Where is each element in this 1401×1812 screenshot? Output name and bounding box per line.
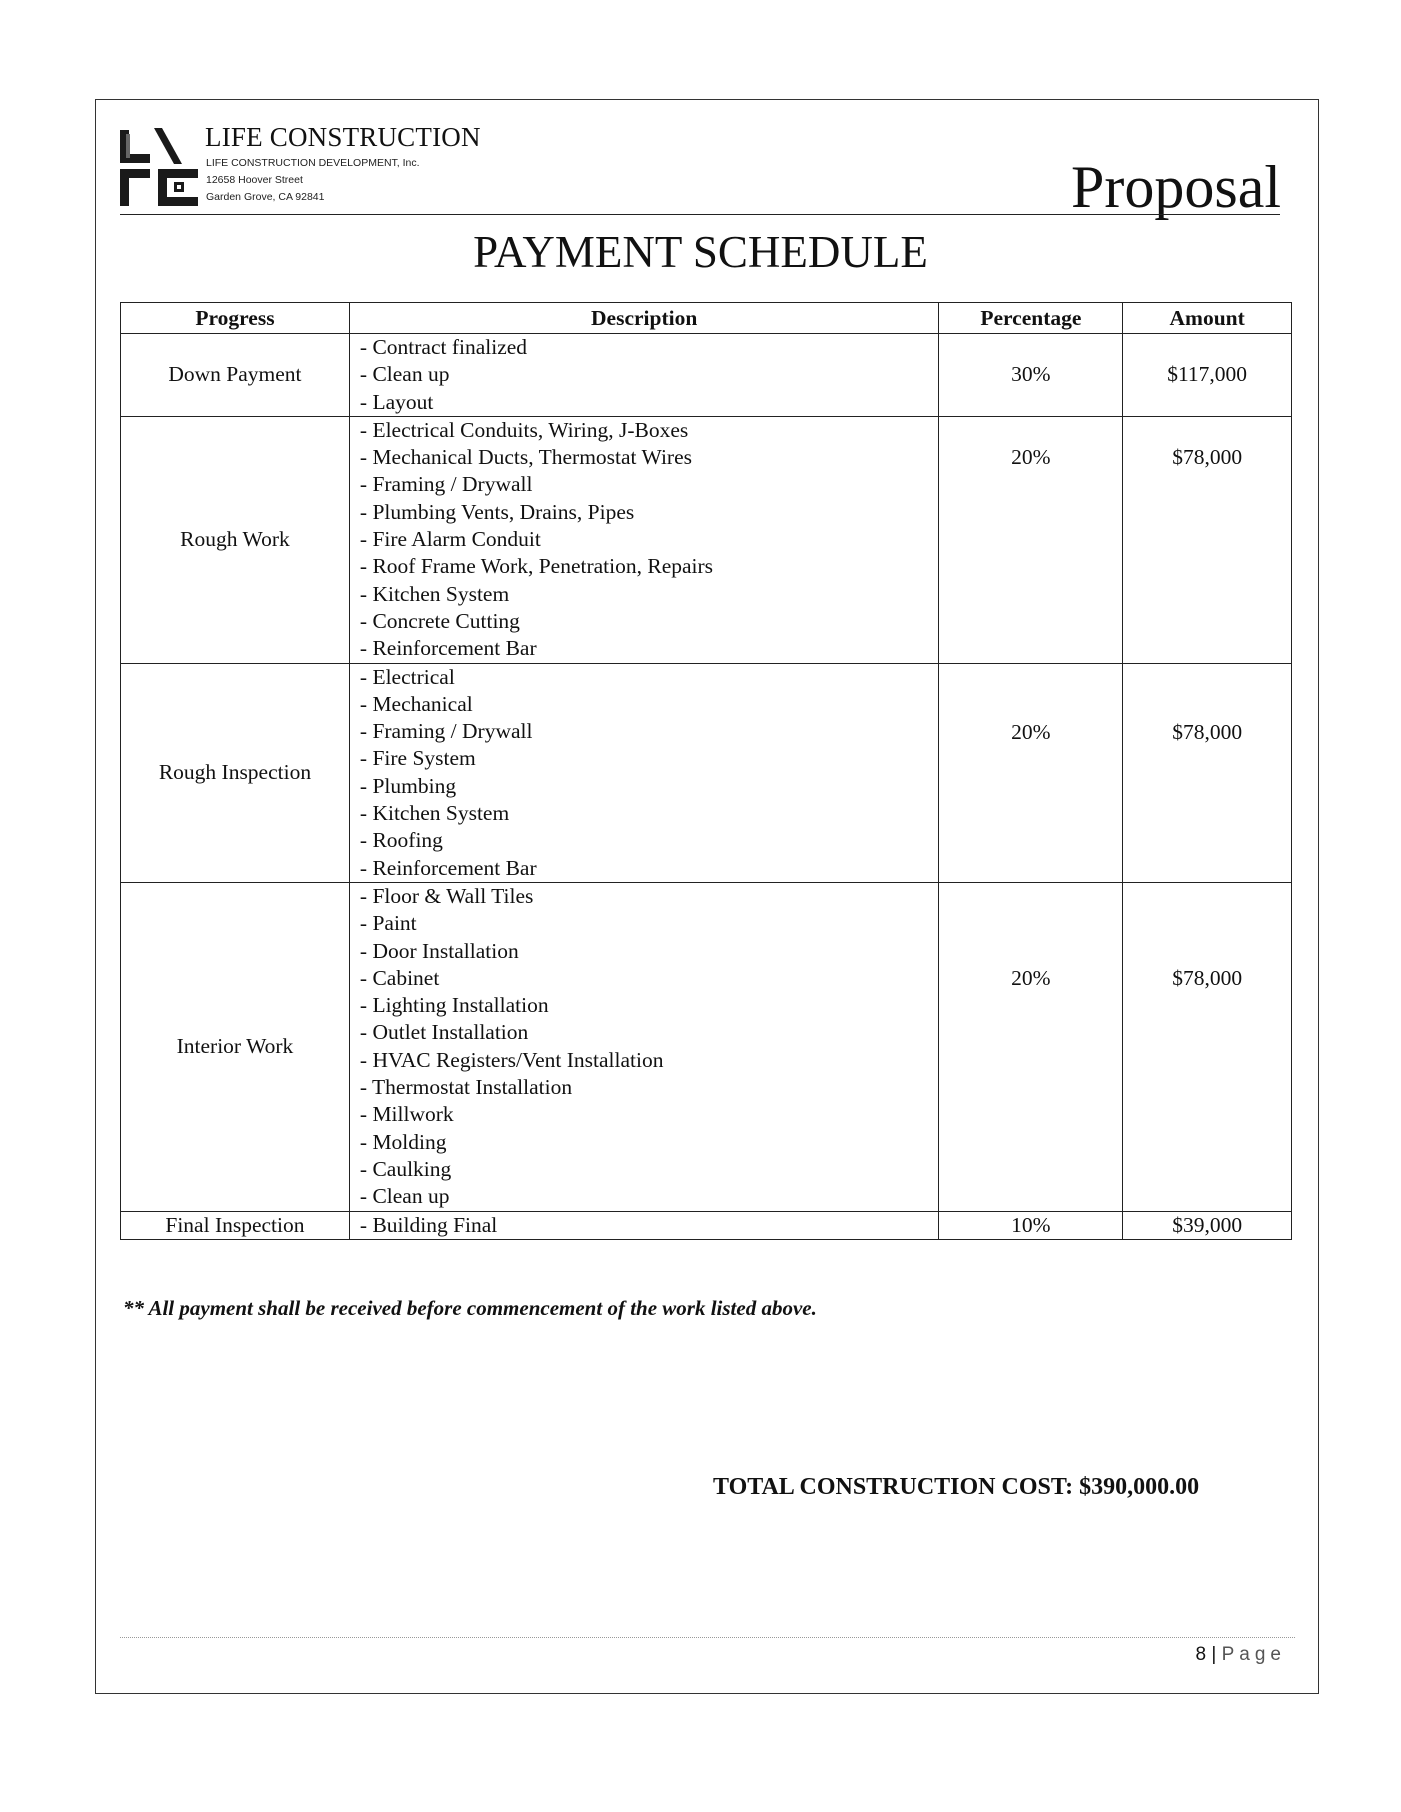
description-item: - Building Final bbox=[359, 1212, 498, 1237]
description-cell bbox=[349, 1211, 939, 1239]
header-progress: Progress bbox=[121, 303, 350, 334]
description-cell bbox=[349, 882, 939, 1211]
page-number-value: 8 bbox=[1195, 1644, 1207, 1665]
description-item: - Mechanical bbox=[359, 691, 473, 716]
table-row bbox=[121, 1211, 1292, 1239]
description-item: - Concrete Cutting bbox=[359, 608, 520, 633]
description-item: - Paint bbox=[359, 911, 417, 936]
description-item: - Fire Alarm Conduit bbox=[359, 527, 541, 552]
page-label: Page bbox=[1221, 1644, 1286, 1665]
header-description: Description bbox=[349, 303, 939, 334]
percentage-cell: 10% bbox=[939, 1211, 1123, 1239]
description-item: - Fire System bbox=[359, 746, 476, 771]
header-amount: Amount bbox=[1123, 303, 1292, 334]
table-row bbox=[121, 416, 1292, 663]
description-item: - Plumbing bbox=[359, 773, 457, 798]
description-item: - Roofing bbox=[359, 828, 443, 853]
payment-schedule-table bbox=[120, 302, 1292, 1240]
description-item: - Layout bbox=[359, 389, 434, 414]
document-title: PAYMENT SCHEDULE bbox=[473, 227, 928, 277]
header-rule bbox=[120, 214, 1280, 215]
footer-rule bbox=[120, 1637, 1295, 1638]
description-item: - Contract finalized bbox=[359, 335, 528, 359]
description-item: - Cabinet bbox=[359, 965, 440, 990]
description-item: - Reinforcement Bar bbox=[359, 855, 537, 880]
company-street: 12658 Hoover Street bbox=[206, 174, 303, 186]
amount-cell: $78,000 bbox=[1123, 663, 1292, 882]
description-item: - Framing / Drywall bbox=[359, 472, 533, 497]
company-legal-name: LIFE CONSTRUCTION DEVELOPMENT, Inc. bbox=[206, 157, 420, 169]
page-number-separator: | bbox=[1211, 1644, 1217, 1665]
description-item: - Reinforcement Bar bbox=[359, 636, 537, 661]
life-construction-logo bbox=[120, 124, 204, 208]
amount-cell: $117,000 bbox=[1123, 334, 1292, 417]
progress-cell: Interior Work bbox=[121, 882, 350, 1211]
description-cell bbox=[349, 416, 939, 663]
percentage-cell: 30% bbox=[939, 334, 1123, 417]
description-item: - Caulking bbox=[359, 1156, 452, 1181]
description-item: - Clean up bbox=[359, 1184, 450, 1209]
description-item: - Floor & Wall Tiles bbox=[359, 883, 534, 908]
description-item: - Kitchen System bbox=[359, 581, 510, 606]
description-cell bbox=[349, 334, 939, 417]
progress-cell: Rough Work bbox=[121, 416, 350, 663]
description-item: - Roof Frame Work, Penetration, Repairs bbox=[359, 554, 714, 579]
page-number bbox=[1196, 1644, 1286, 1666]
description-item: - Clean up bbox=[359, 362, 450, 387]
description-item: - Electrical Conduits, Wiring, J-Boxes bbox=[359, 417, 689, 442]
percentage-cell: 20% bbox=[939, 416, 1123, 663]
progress-cell: Rough Inspection bbox=[121, 663, 350, 882]
description-item: - Mechanical Ducts, Thermostat Wires bbox=[359, 445, 692, 470]
description-item: - Lighting Installation bbox=[359, 993, 549, 1018]
progress-cell: Down Payment bbox=[121, 334, 350, 417]
description-item: - Kitchen System bbox=[359, 801, 510, 826]
description-item: - Millwork bbox=[359, 1102, 454, 1127]
table-row bbox=[121, 663, 1292, 882]
description-item: - Thermostat Installation bbox=[359, 1075, 573, 1100]
amount-cell: $78,000 bbox=[1123, 882, 1292, 1211]
proposal-label: Proposal bbox=[1071, 154, 1281, 220]
amount-cell: $39,000 bbox=[1123, 1211, 1292, 1239]
company-name: LIFE CONSTRUCTION bbox=[205, 122, 481, 152]
header-percentage: Percentage bbox=[939, 303, 1123, 334]
company-city: Garden Grove, CA 92841 bbox=[206, 191, 325, 203]
description-item: - HVAC Registers/Vent Installation bbox=[359, 1047, 664, 1072]
payment-note: ** All payment shall be received before commencement of the work listed above. bbox=[123, 1296, 817, 1320]
table-row bbox=[121, 334, 1292, 417]
description-item: - Plumbing Vents, Drains, Pipes bbox=[359, 499, 635, 524]
percentage-cell: 20% bbox=[939, 663, 1123, 882]
progress-cell: Final Inspection bbox=[121, 1211, 350, 1239]
total-construction-cost: TOTAL CONSTRUCTION COST: $390,000.00 bbox=[713, 1474, 1200, 1500]
description-item: - Door Installation bbox=[359, 938, 519, 963]
description-item: - Framing / Drywall bbox=[359, 719, 533, 744]
description-item: - Electrical bbox=[359, 664, 455, 689]
description-item: - Molding bbox=[359, 1129, 447, 1154]
amount-cell: $78,000 bbox=[1123, 416, 1292, 663]
table-row bbox=[121, 882, 1292, 1211]
percentage-cell: 20% bbox=[939, 882, 1123, 1211]
description-item: - Outlet Installation bbox=[359, 1020, 529, 1045]
table-header-row bbox=[121, 303, 1292, 334]
description-cell bbox=[349, 663, 939, 882]
